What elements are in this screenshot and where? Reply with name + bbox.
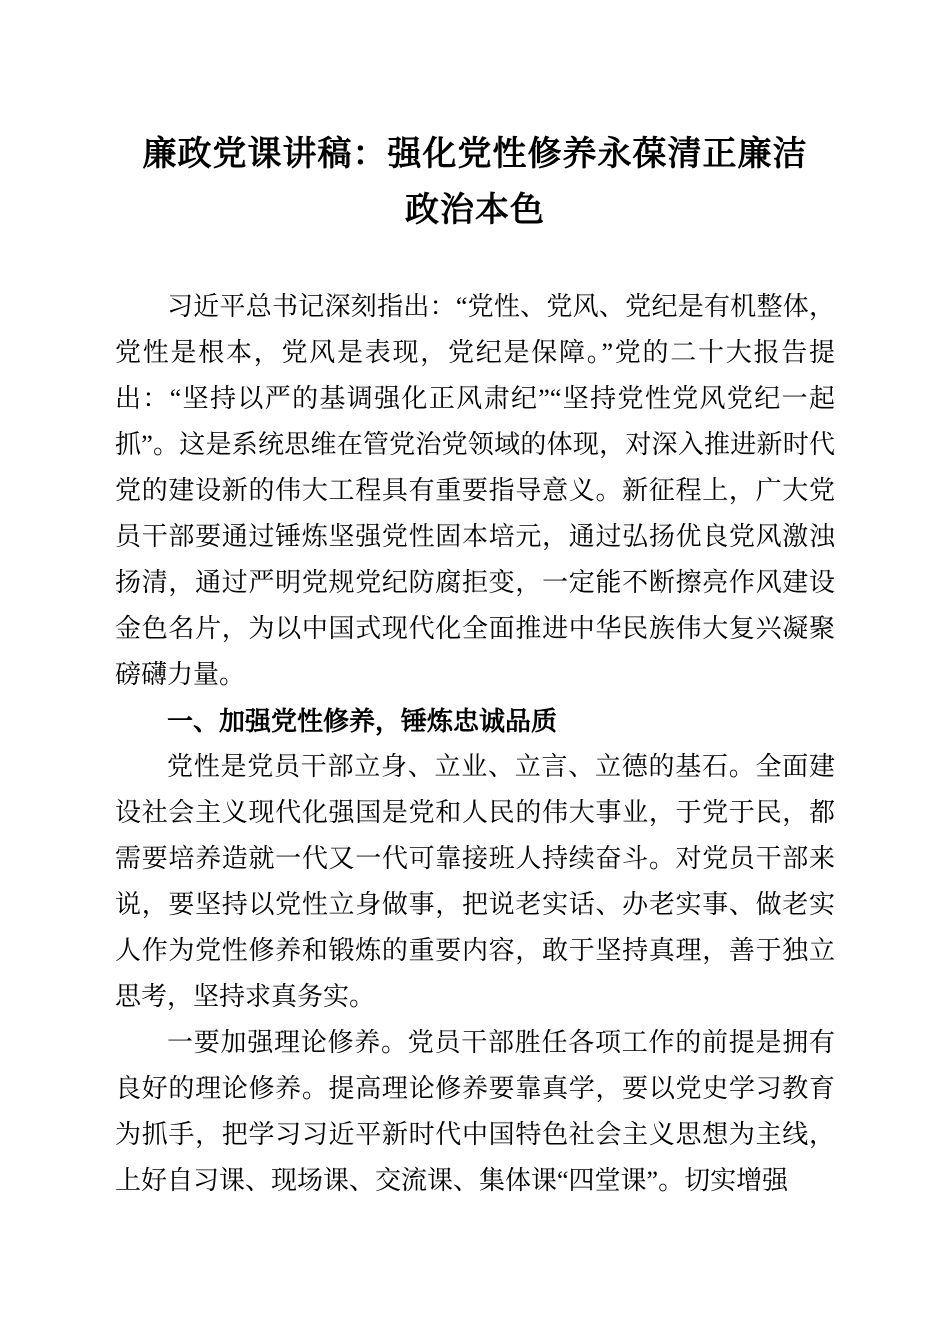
intro-paragraph: 习近平总书记深刻指出：“党性、党风、党纪是有机整体，党性是根本，党风是表现，党纪是保障。”党的二十大报告提出：“坚持以严的基调强化正风肃纪”“坚持党性党风党纪一起抓”。这是系统思维在管党治党领域的体现，对深入推进新时代党的建设新的伟大工程具有重要指导意义。新征程上，广大党员干部要通过锤炼坚强党性固本培元，通过弘扬优良党风激浊扬清，通过严明党规党纪防腐拒变，一定能不断擦亮作风建设金色名片，为以中国式现代化全面推进中华民族伟大复兴凝聚磅礴力量。 [115, 292, 835, 689]
document-title: 廉政党课讲稿：强化党性修养永葆清正廉洁政治本色 [142, 135, 808, 229]
section-1-heading: 一、加强党性修养，锤炼忠诚品质 [167, 706, 558, 736]
section-1-paragraph-1: 党性是党员干部立身、立业、立言、立德的基石。全面建设社会主义现代化强国是党和人民的伟大事业，于党于民，都需要培养造就一代又一代可靠接班人持续奋斗。对党员干部来说，要坚持以党性立身做事，把说老实话、办老实事、做老实人作为党性修养和锻炼的重要内容，敢于坚持真理，善于独立思考，坚持求真务实。 [115, 752, 835, 1011]
section-1-paragraph-2: 一要加强理论修养。党员干部胜任各项工作的前提是拥有良好的理论修养。提高理论修养要靠真学，要以党史学习教育为抓手，把学习习近平新时代中国特色社会主义思想为主线，上好自习课、现场课、交流课、集体课“四堂课”。切实增强 [115, 1028, 835, 1195]
